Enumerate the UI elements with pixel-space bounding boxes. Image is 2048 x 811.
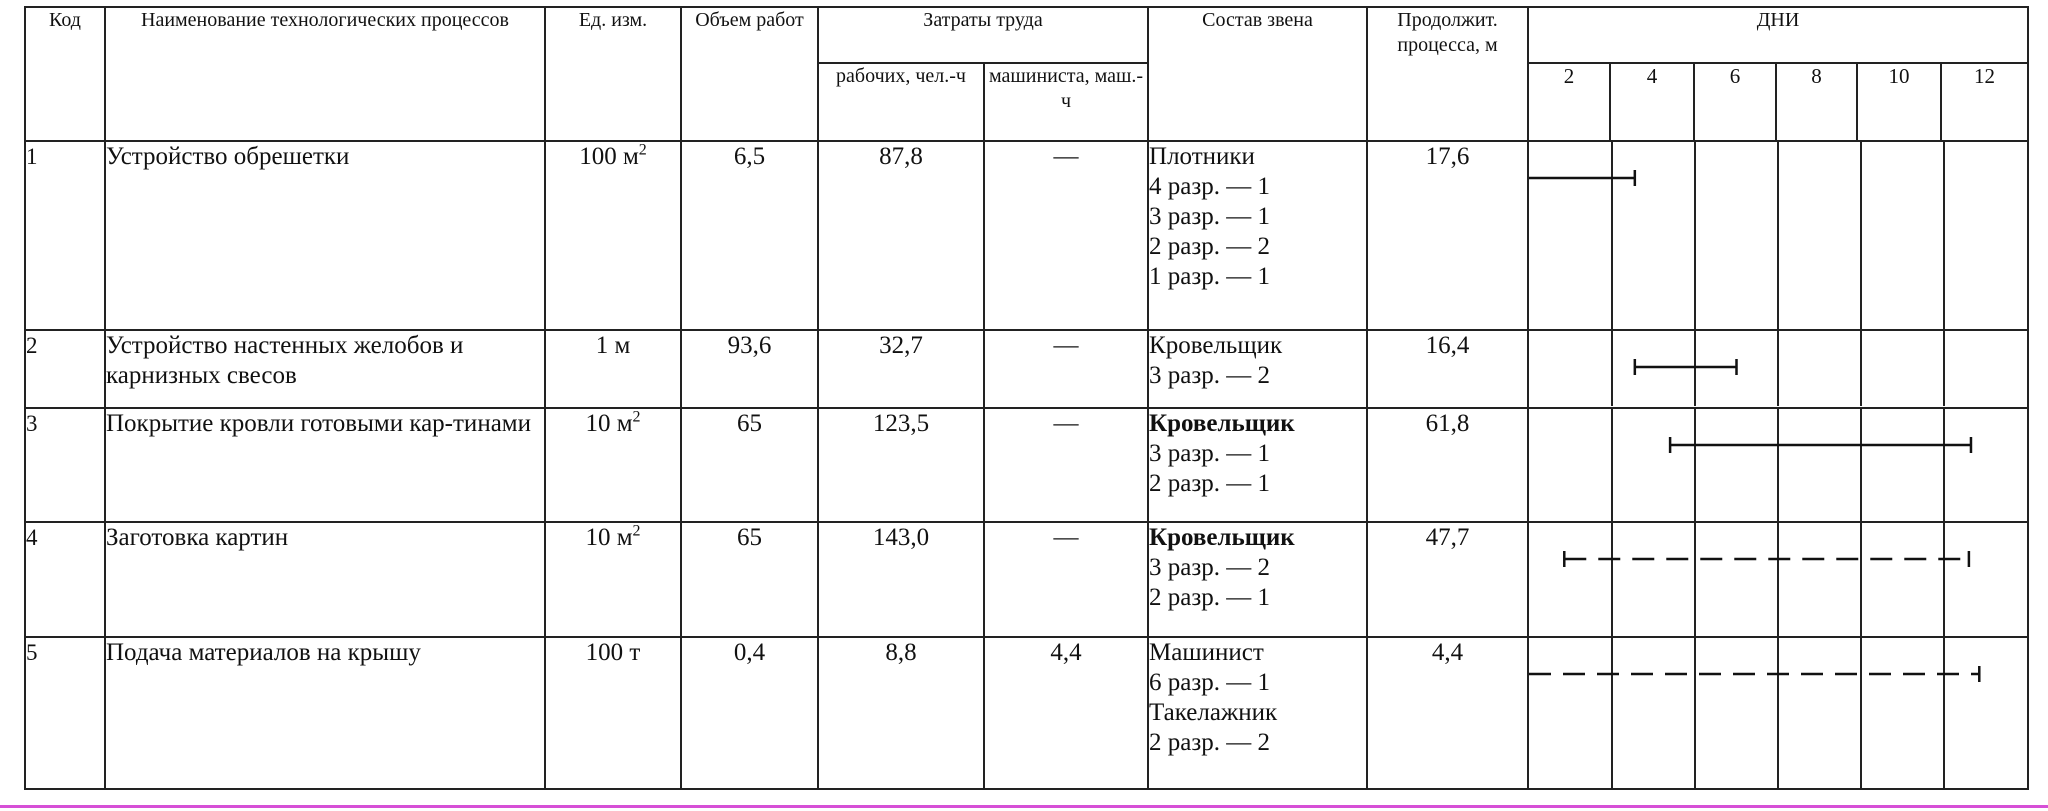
row-unit-text: 10 м xyxy=(585,524,633,552)
row-gantt-area xyxy=(1528,141,2028,330)
row-unit-sup: 2 xyxy=(632,408,641,426)
row-unit-text: 100 т xyxy=(585,638,641,666)
crew-line: 4 разр. — 1 xyxy=(1149,173,1270,200)
row-duration xyxy=(1367,522,1528,637)
row-labor-workers-text: 123,5 xyxy=(872,409,930,437)
crew-line: 3 разр. — 2 xyxy=(1149,362,1270,390)
row-duration-text: 4,4 xyxy=(1431,638,1464,666)
row-code-text: 2 xyxy=(26,333,38,359)
row-labor-workers xyxy=(818,408,984,523)
day-header: 6 xyxy=(1694,63,1776,141)
row-duration-text: 16,4 xyxy=(1425,332,1470,360)
row-labor-operator xyxy=(984,330,1148,407)
row-duration-text: 47,7 xyxy=(1425,524,1470,552)
row-crew xyxy=(1148,141,1367,330)
table-row xyxy=(25,637,2028,789)
row-labor-operator-text: 4,4 xyxy=(1050,638,1082,666)
row-volume xyxy=(681,637,818,789)
row-unit-sup: 2 xyxy=(632,522,641,540)
day-header: 4 xyxy=(1610,63,1694,141)
row-volume xyxy=(681,408,818,523)
table-row xyxy=(25,522,2028,637)
row-code xyxy=(25,522,105,637)
row-labor-operator-text: — xyxy=(1053,332,1079,360)
row-unit-text: 100 м xyxy=(579,143,639,170)
row-process-name-text: Подача материалов на крышу xyxy=(106,638,421,666)
gantt-row-svg xyxy=(1529,638,2027,788)
crew-line: Кровельщик xyxy=(1149,409,1295,437)
row-crew xyxy=(1148,408,1367,523)
row-labor-operator-text: — xyxy=(1053,409,1079,437)
crew-line: 3 разр. — 1 xyxy=(1149,203,1270,230)
header-name: Наименование технологических процессов xyxy=(105,7,545,141)
crew-line: 2 разр. — 1 xyxy=(1149,469,1270,497)
day-header: 12 xyxy=(1941,63,2028,141)
row-duration-text: 61,8 xyxy=(1425,409,1470,437)
row-labor-operator-text: — xyxy=(1053,524,1079,552)
crew-line: 3 разр. — 2 xyxy=(1149,554,1270,582)
row-code xyxy=(25,141,105,330)
row-process-name xyxy=(105,141,545,330)
table-row xyxy=(25,330,2028,407)
row-volume-text: 0,4 xyxy=(733,638,766,666)
header-duration: Продолжит. процесса, м xyxy=(1367,7,1528,141)
row-duration xyxy=(1367,141,1528,330)
row-gantt-area xyxy=(1528,637,2028,789)
row-volume xyxy=(681,330,818,407)
row-labor-workers-text: 32,7 xyxy=(879,332,923,360)
day-header: 2 xyxy=(1528,63,1610,141)
day-header: 10 xyxy=(1857,63,1941,141)
row-labor-workers xyxy=(818,637,984,789)
row-labor-workers xyxy=(818,522,984,637)
header-crew: Состав звена xyxy=(1148,7,1367,141)
row-gantt-area xyxy=(1528,330,2028,407)
row-labor-operator xyxy=(984,408,1148,523)
row-labor-operator xyxy=(984,522,1148,637)
row-labor-workers xyxy=(818,141,984,330)
row-duration xyxy=(1367,408,1528,523)
row-labor-workers-text: 87,8 xyxy=(879,143,923,170)
gantt-row-svg xyxy=(1529,331,2027,406)
table-row xyxy=(25,408,2028,523)
row-gantt-area xyxy=(1528,408,2028,523)
row-labor-operator xyxy=(984,141,1148,330)
row-duration xyxy=(1367,330,1528,407)
gantt-row-svg xyxy=(1529,409,2027,522)
crew-line: Плотники xyxy=(1149,143,1255,170)
row-process-name xyxy=(105,637,545,789)
row-code xyxy=(25,637,105,789)
crew-line: Кровельщик xyxy=(1149,524,1295,552)
crew-line: Такелажник xyxy=(1149,698,1278,726)
row-process-name-text: Устройство настенных желобов и карнизных свесов xyxy=(106,332,464,390)
crew-line: 2 разр. — 2 xyxy=(1149,728,1270,756)
row-process-name xyxy=(105,408,545,523)
row-code xyxy=(25,330,105,407)
row-code xyxy=(25,408,105,523)
header-unit: Ед. изм. xyxy=(545,7,681,141)
row-labor-workers xyxy=(818,330,984,407)
crew-line: 1 разр. — 1 xyxy=(1149,263,1270,290)
crew-line: 2 разр. — 2 xyxy=(1149,233,1270,260)
row-process-name-text: Покрытие кровли готовыми кар-тинами xyxy=(106,409,531,437)
row-unit-text: 10 м xyxy=(585,409,633,437)
row-unit xyxy=(545,141,681,330)
row-crew xyxy=(1148,330,1367,407)
row-crew xyxy=(1148,637,1367,789)
row-unit xyxy=(545,408,681,523)
row-unit-text: 1 м xyxy=(595,332,631,360)
crew-line: Кровельщик xyxy=(1149,332,1283,360)
row-process-name-text: Устройство обрешетки xyxy=(106,143,350,170)
row-code-text: 5 xyxy=(26,639,38,665)
row-duration-text: 17,6 xyxy=(1425,143,1470,170)
row-labor-workers-text: 8,8 xyxy=(885,638,917,666)
header-labor: Затраты труда xyxy=(818,7,1148,63)
row-process-name xyxy=(105,330,545,407)
row-unit-sup: 2 xyxy=(638,141,647,159)
crew-line: Машинист xyxy=(1149,638,1264,666)
row-duration xyxy=(1367,637,1528,789)
row-process-name-text: Заготовка картин xyxy=(106,524,289,552)
row-process-name xyxy=(105,522,545,637)
header-code: Код xyxy=(25,7,105,141)
row-code-text: 3 xyxy=(26,410,38,436)
gantt-row-svg xyxy=(1529,142,2027,329)
header-days: ДНИ xyxy=(1528,7,2028,63)
row-labor-operator-text: — xyxy=(1053,143,1079,170)
header-labor-workers: рабочих, чел.-ч xyxy=(818,63,984,141)
crew-line: 3 разр. — 1 xyxy=(1149,439,1270,467)
row-unit xyxy=(545,637,681,789)
bottom-rule xyxy=(0,805,2048,808)
row-gantt-area xyxy=(1528,522,2028,637)
header-labor-operator: машиниста, маш.-ч xyxy=(984,63,1148,141)
row-code-text: 4 xyxy=(26,525,38,551)
row-code-text: 1 xyxy=(26,144,38,169)
row-volume-text: 65 xyxy=(737,409,762,437)
row-volume-text: 6,5 xyxy=(733,143,766,170)
row-unit xyxy=(545,330,681,407)
crew-line: 6 разр. — 1 xyxy=(1149,668,1270,696)
crew-line: 2 разр. — 1 xyxy=(1149,584,1270,612)
day-header: 8 xyxy=(1776,63,1857,141)
row-volume xyxy=(681,522,818,637)
row-volume xyxy=(681,141,818,330)
header-volume: Объем работ xyxy=(681,7,818,141)
work-schedule-table xyxy=(24,6,2029,790)
row-volume-text: 65 xyxy=(737,524,762,552)
table-row xyxy=(25,141,2028,330)
row-unit xyxy=(545,522,681,637)
gantt-row-svg xyxy=(1529,523,2027,636)
row-volume-text: 93,6 xyxy=(727,332,772,360)
row-crew xyxy=(1148,522,1367,637)
row-labor-workers-text: 143,0 xyxy=(872,524,930,552)
row-labor-operator xyxy=(984,637,1148,789)
